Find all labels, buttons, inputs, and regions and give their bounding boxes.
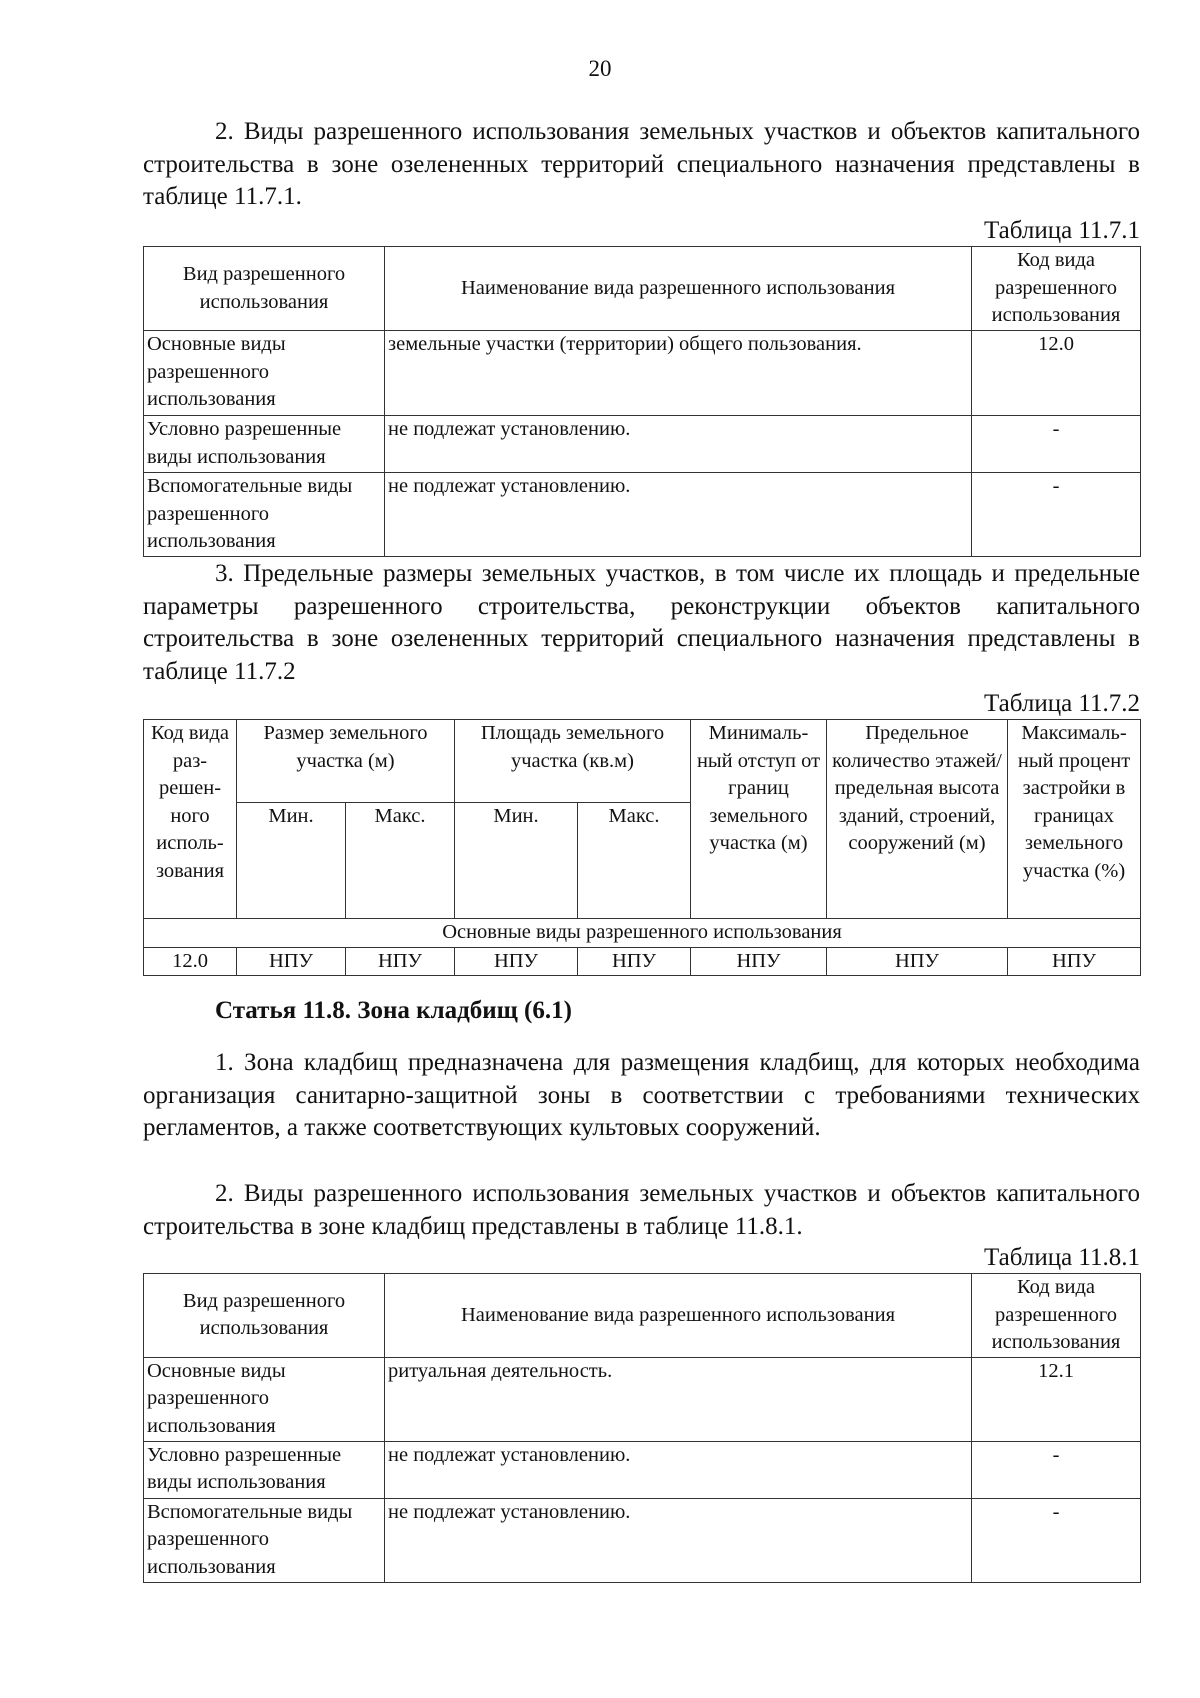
table-11-8-1 [143,1273,1140,1583]
page-number: 20 [588,56,612,81]
row-code: 12.1 [972,1357,1141,1441]
cell-floors: НПУ [827,947,1008,976]
header-code: Код вида разрешенного использования [972,1274,1141,1358]
header-coverage: Максималь- ный процент застройки в границах земельного участка (%) [1008,720,1141,919]
row-kind: Основные виды разрешенного использования [144,1357,385,1441]
header-land-size: Размер земельного участка (м) [237,720,455,803]
paragraph-text: 2. Виды разрешенного использования земельных участков и объектов капитального строительства в зоне кладбищ представлены в таблице 11.8.1. [143,1180,1140,1240]
table-row [144,473,1141,557]
row-kind: Условно разрешенные виды использования [144,1441,385,1498]
row-name: не подлежат установлению. [385,1498,972,1582]
table-row [144,331,1141,416]
table-header-row [144,247,1141,331]
table-11-8-1-caption [143,1244,1140,1272]
section2-paragraph-1 [143,1047,1140,1145]
row-name: ритуальная деятельность. [385,1357,972,1441]
article-heading: Статья 11.8. Зона кладбищ (6.1) [215,997,572,1024]
section1-paragraph-3 [143,558,1140,688]
row-code: - [972,1498,1141,1582]
row-code: - [972,473,1141,557]
header-area-min: Мин. [455,803,578,919]
table-group-row [144,919,1141,948]
row-kind: Вспомогательные виды разрешенного использования [144,473,385,557]
cell-coverage: НПУ [1008,947,1141,976]
article-11-8 [143,996,1140,1026]
header-floors: Предельное количество этажей/ предельная высота зданий, строений, сооружений (м) [827,720,1008,919]
header-land-area: Площадь земельного участка (кв.м) [455,720,691,803]
header-area-max: Макс. [578,803,691,919]
row-kind: Основные виды разрешенного использования [144,331,385,416]
cell-area-min: НПУ [455,947,578,976]
table-row [144,416,1141,473]
paragraph-text: 2. Виды разрешенного использования земельных участков и объектов капитального строительства в зоне озелененных территорий специального назначения представлены в таблице 11.7.1. [143,118,1140,210]
row-kind: Условно разрешенные виды использования [144,416,385,473]
header-name: Наименование вида разрешенного использования [385,247,972,331]
row-code: 12.0 [972,331,1141,416]
table-row [144,1498,1141,1582]
table-11-7-1 [143,246,1140,557]
table-caption: Таблица 11.8.1 [984,1244,1140,1271]
paragraph-text: 3. Предельные размеры земельных участков, в том числе их площадь и предельные параметры разрешенного строительства, реконструкции объектов капитального строительства в зоне озелененных территорий специального назначения представлены в таблице 11.7.2 [143,560,1140,685]
row-code: - [972,1441,1141,1498]
cell-code: 12.0 [144,947,237,976]
table-11-7-2 [143,719,1140,976]
row-kind: Вспомогательные виды разрешенного использования [144,1498,385,1582]
cell-size-max: НПУ [346,947,455,976]
section1-paragraph-2 [143,116,1140,214]
table-header-row [144,720,1141,803]
table-caption: Таблица 11.7.1 [984,217,1140,244]
table-row [144,1357,1141,1441]
header-name: Наименование вида разрешенного использования [385,1274,972,1358]
header-size-max: Макс. [346,803,455,919]
section2-paragraph-2 [143,1178,1140,1243]
cell-size-min: НПУ [237,947,346,976]
table-11-7-1-caption [143,217,1140,245]
table-row [144,1441,1141,1498]
table-11-7-2-caption [143,690,1140,718]
cell-area-max: НПУ [578,947,691,976]
paragraph-text: 1. Зона кладбищ предназначена для размещения кладбищ, для которых необходима организация санитарно-защитной зоны в соответствии с требованиями технических регламентов, а также соответствующих культовых сооружений. [143,1049,1140,1141]
header-code: Код вида раз- решен- ного исполь- зования [144,720,237,919]
header-setback: Минималь- ный отступ от границ земельного участка (м) [691,720,827,919]
row-name: не подлежат установлению. [385,416,972,473]
table-header-row [144,1274,1141,1358]
row-name: земельные участки (территории) общего пользования. [385,331,972,416]
header-kind: Вид разрешенного использования [144,1274,385,1358]
table-row [144,947,1141,976]
header-size-min: Мин. [237,803,346,919]
row-name: не подлежат установлению. [385,1441,972,1498]
row-code: - [972,416,1141,473]
row-name: не подлежат установлению. [385,473,972,557]
group-label: Основные виды разрешенного использования [144,919,1141,948]
header-code: Код вида разрешенного использования [972,247,1141,331]
table-caption: Таблица 11.7.2 [984,690,1140,717]
header-kind: Вид разрешенного использования [144,247,385,331]
cell-setback: НПУ [691,947,827,976]
